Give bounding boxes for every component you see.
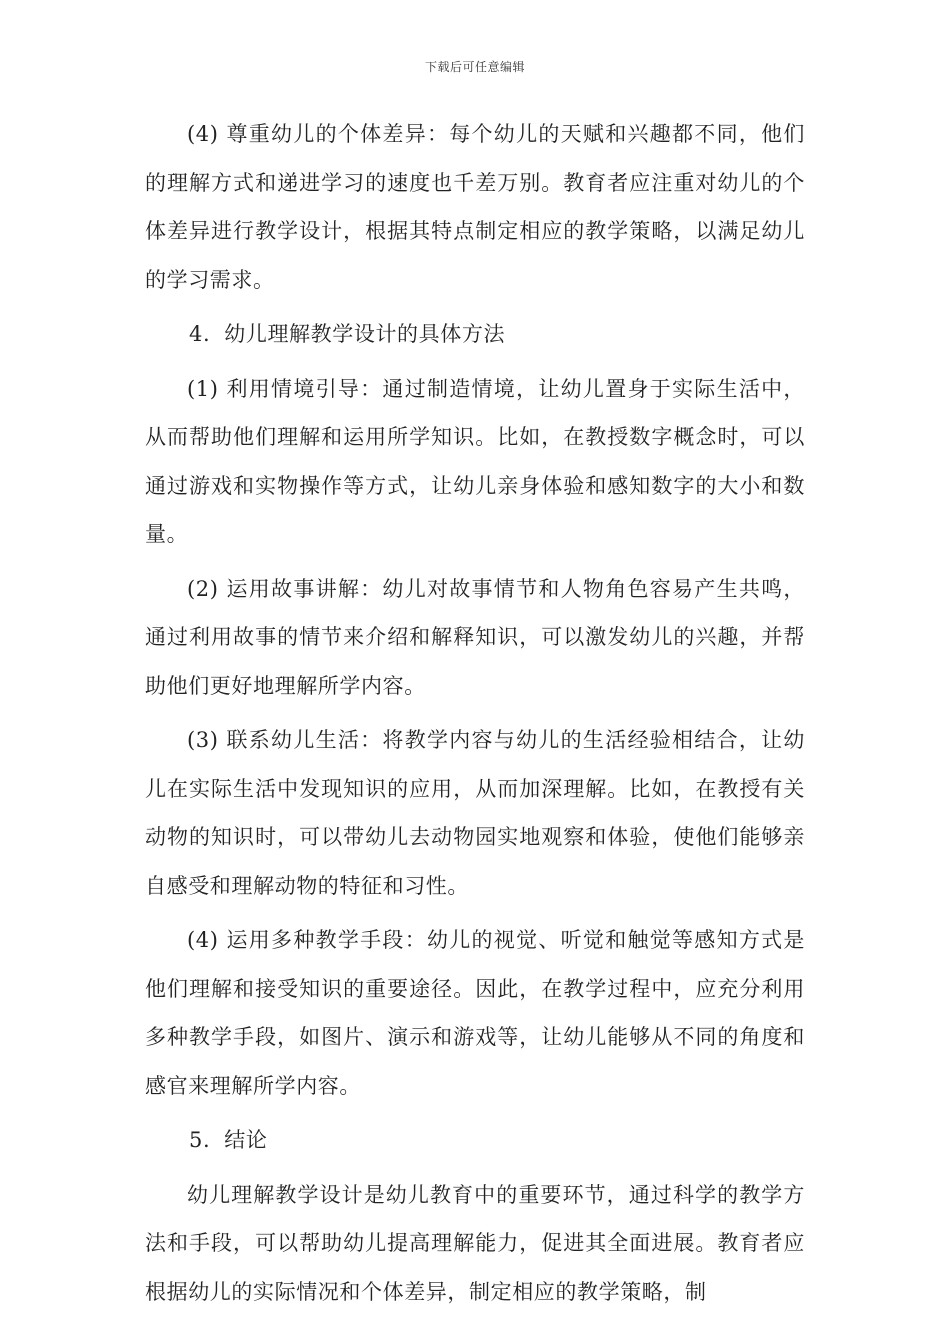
paragraph-connect-daily-life: (3) 联系幼儿生活：将教学内容与幼儿的生活经验相结合，让幼儿在实际生活中发现知识的应用，从而加深理解。比如，在教授有关动物的知识时，可以带幼儿去动物园实地观察和体验，使他们能够亲自感受和理解动物的特征和习性。 — [145, 728, 805, 898]
paragraph-situational-guidance: (1) 利用情境引导：通过制造情境，让幼儿置身于实际生活中，从而帮助他们理解和运用所学知识。比如，在教授数字概念时，可以通过游戏和实物操作等方式，让幼儿亲身体验和感知数字的大小和数量。 — [145, 376, 805, 546]
page-header: 下载后可任意编辑 — [424, 60, 525, 74]
section-title: 结论 — [224, 1128, 268, 1152]
section-number: 4. — [189, 322, 211, 346]
paragraph-multiple-teaching-means: (4) 运用多种教学手段：幼儿的视觉、听觉和触觉等感知方式是他们理解和接受知识的重要途径。因此，在教学过程中，应充分利用多种教学手段，如图片、演示和游戏等，让幼儿能够从不同的角度和感官来理解所学内容。 — [145, 928, 805, 1098]
section-heading-methods — [145, 310, 805, 365]
document-body — [145, 110, 805, 1322]
paragraph-respect-individual-differences: (4) 尊重幼儿的个体差异：每个幼儿的天赋和兴趣都不同，他们的理解方式和递进学习的速度也千差万别。教育者应注重对幼儿的个体差异进行教学设计，根据其特点制定相应的教学策略，以满足幼儿的学习需求。 — [145, 122, 805, 292]
section-title: 幼儿理解教学设计的具体方法 — [224, 322, 506, 346]
section-heading-conclusion — [145, 1116, 805, 1171]
paragraph-storytelling: (2) 运用故事讲解：幼儿对故事情节和人物角色容易产生共鸣，通过利用故事的情节来介绍和解释知识，可以激发幼儿的兴趣，并帮助他们更好地理解所学内容。 — [145, 576, 805, 698]
section-number: 5. — [189, 1128, 211, 1152]
paragraph-conclusion: 幼儿理解教学设计是幼儿教育中的重要环节，通过科学的教学方法和手段，可以帮助幼儿提高理解能力，促进其全面进展。教育者应根据幼儿的实际情况和个体差异，制定相应的教学策略，制 — [145, 1182, 805, 1304]
